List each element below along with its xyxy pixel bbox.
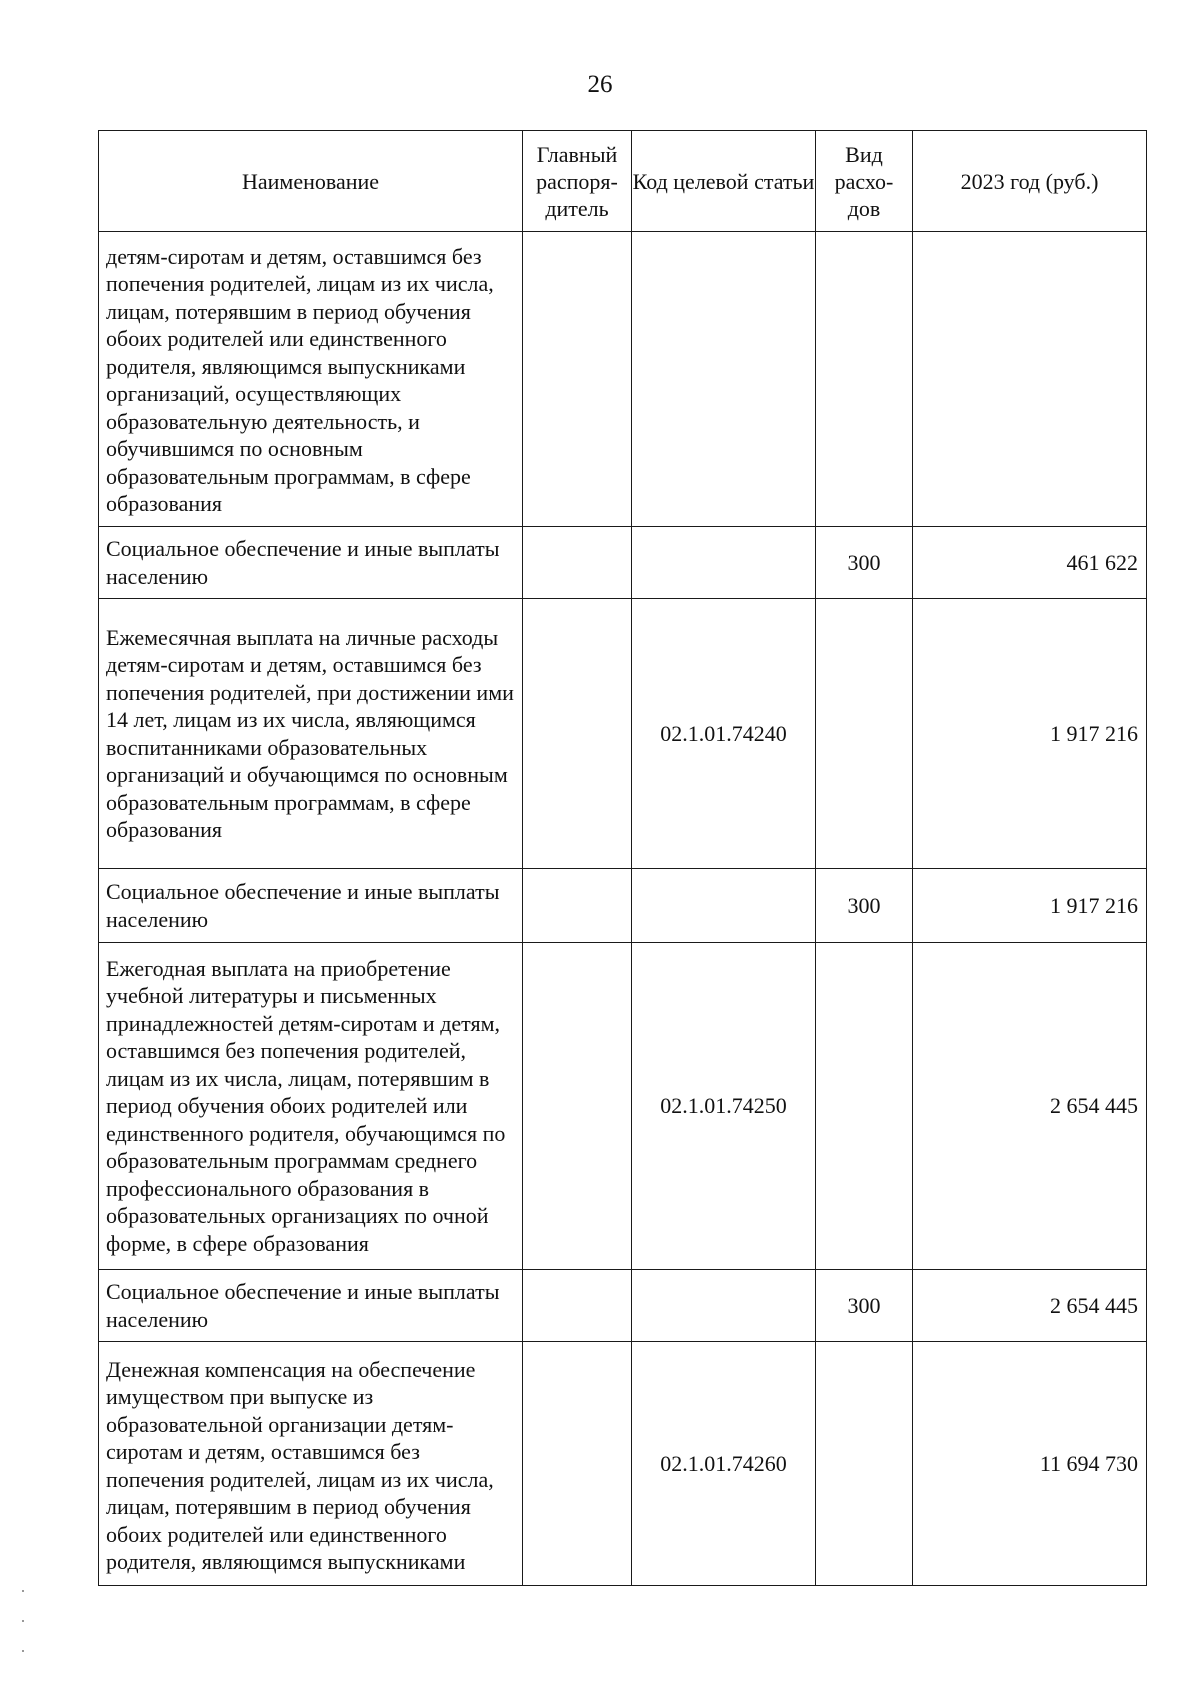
row-code	[632, 869, 816, 943]
row-name: Денежная компенсация на обеспечение имуществом при выпуске из образовательной организации детям-сиротам и детям, оставшимся без попечения родителей, лицам из их числа, лицам, потерявшим в период обучения обоих родителей или единственного родителя, являющимся выпускниками	[99, 1342, 523, 1586]
row-kind: 300	[816, 869, 913, 943]
row-code: 02.1.01.74260	[632, 1342, 816, 1586]
table-row	[99, 943, 1147, 1270]
row-code: 02.1.01.74240	[632, 599, 816, 869]
header-manager: Главный распоря- дитель	[523, 131, 632, 232]
row-code	[632, 527, 816, 599]
row-manager	[523, 1342, 632, 1586]
row-name: Социальное обеспечение и иные выплаты населению	[99, 869, 523, 943]
row-kind: 300	[816, 1270, 913, 1342]
row-kind	[816, 943, 913, 1270]
row-name: Ежегодная выплата на приобретение учебной литературы и письменных принадлежностей детям-сиротам и детям, оставшимся без попечения родителей, лицам из их числа, лицам, потерявшим в период обучения обоих родителей или единственного родителя, обучающимся по образовательным программам среднего профессионального образования в образовательных организациях по очной форме, в сфере образования	[99, 943, 523, 1270]
row-amount	[913, 232, 1147, 527]
row-amount: 1 917 216	[913, 869, 1147, 943]
table-row	[99, 232, 1147, 527]
row-name: Социальное обеспечение и иные выплаты населению	[99, 1270, 523, 1342]
header-amount: 2023 год (руб.)	[913, 131, 1147, 232]
budget-table	[98, 130, 1147, 1586]
row-name: Ежемесячная выплата на личные расходы детям-сиротам и детям, оставшимся без попечения родителей, при достижении ими 14 лет, лицам из их числа, являющимся воспитанниками образовательных организаций и обучающимся по основным образовательным программам, в сфере образования	[99, 599, 523, 869]
table-row	[99, 1342, 1147, 1586]
row-manager	[523, 599, 632, 869]
table-header-row	[99, 131, 1147, 232]
row-code	[632, 1270, 816, 1342]
scan-margin-specks	[22, 1590, 26, 1670]
header-kind: Вид расхо- дов	[816, 131, 913, 232]
row-manager	[523, 1270, 632, 1342]
header-name: Наименование	[99, 131, 523, 232]
row-manager	[523, 232, 632, 527]
table-row	[99, 527, 1147, 599]
row-amount: 461 622	[913, 527, 1147, 599]
row-code: 02.1.01.74250	[632, 943, 816, 1270]
table-row	[99, 599, 1147, 869]
row-amount: 1 917 216	[913, 599, 1147, 869]
row-manager	[523, 943, 632, 1270]
header-code: Код целевой статьи	[632, 131, 816, 232]
table-row	[99, 869, 1147, 943]
row-amount: 2 654 445	[913, 1270, 1147, 1342]
row-amount: 11 694 730	[913, 1342, 1147, 1586]
row-amount: 2 654 445	[913, 943, 1147, 1270]
row-manager	[523, 527, 632, 599]
row-kind	[816, 1342, 913, 1586]
table-row	[99, 1270, 1147, 1342]
row-name: детям-сиротам и детям, оставшимся без попечения родителей, лицам из их числа, лицам, потерявшим в период обучения обоих родителей или единственного родителя, являющимся выпускниками организаций, осуществляющих образовательную деятельность, и обучившимся по основным образовательным программам, в сфере образования	[99, 232, 523, 527]
row-kind: 300	[816, 527, 913, 599]
row-manager	[523, 869, 632, 943]
row-code	[632, 232, 816, 527]
row-kind	[816, 232, 913, 527]
row-kind	[816, 599, 913, 869]
row-name: Социальное обеспечение и иные выплаты населению	[99, 527, 523, 599]
page-number: 26	[587, 71, 613, 98]
